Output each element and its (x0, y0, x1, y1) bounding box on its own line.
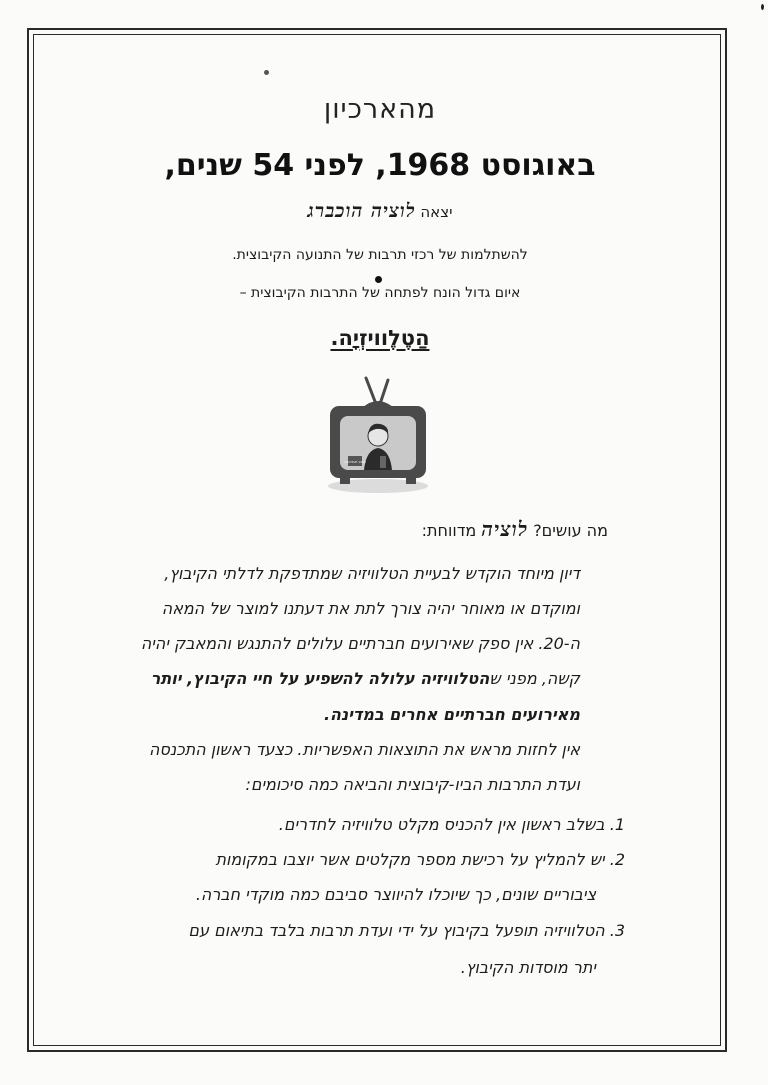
list-item-3-line-1: 3. הטלוויזיה תופעל בקיבוץ על ידי ועדת תרבות בלבד בתיאום עם (188, 921, 625, 940)
report-name: לוציה (481, 517, 529, 541)
television-icon (326, 376, 430, 494)
news-badge-text: ARCHIVE 1968 (344, 460, 366, 464)
tv-leg-left (340, 476, 350, 484)
author-prefix: יצאה (420, 203, 453, 221)
tv-antenna-right (380, 380, 388, 404)
body-line-3: ה-20. אין ספק שאירועים חברתיים עלולים להתנגש והמאבק יהיה (140, 634, 580, 653)
body-line-5: מאירועים חברתיים אחרים במדינה. (323, 705, 580, 724)
body-line-2: ומוקדם או מאוחר יהיה צורך לתת את דעתנו למוצר של המאה (161, 599, 580, 618)
headline: באוגוסט 1968, לפני 54 שנים, (164, 148, 596, 183)
purpose-line: להשתלמות של רכזי תרבות של התנועה הקיבוצית. (232, 247, 528, 263)
body-line-4-bold: הטלוויזיה עלולה להשפיע על חיי הקיבוץ, יותר (150, 669, 490, 688)
ink-dot (375, 276, 382, 283)
report-question: מה עושים? (533, 521, 608, 540)
list-item-2-line-2: ציבוריים שונים, כך שיוכלו להיווצר סביבם כמה מוקדי חברה. (195, 885, 596, 904)
tv-word: הַטֶלֶוויזְיָה. (330, 326, 430, 350)
microphone (380, 456, 386, 468)
scan-speck (761, 4, 764, 10)
scan-speck (264, 70, 269, 75)
archive-title: מהארכיון (323, 94, 437, 125)
author-line (60, 200, 700, 223)
list-item-1: 1. בשלב ראשון אין להכניס מקלט טלוויזיה לחדרים. (278, 815, 625, 834)
reporting-line (422, 517, 608, 542)
body-line-7: ועדת התרבות הביו-קיבוצית והביאה כמה סיכומים: (245, 775, 580, 794)
threat-line: איום גדול הונח לפתחה של התרבות הקיבוצית – (239, 285, 521, 301)
report-suffix: מדווחת: (421, 521, 477, 540)
list-item-3-line-2: יתר מוסדות הקיבוץ. (460, 958, 596, 977)
body-line-4 (151, 669, 580, 688)
body-line-1: דיון מיוחד הוקדש לבעיית הטלוויזיה שמתדפקת לדלתי הקיבוץ, (164, 564, 580, 583)
list-item-2-line-1: 2. יש להמליץ על רכישת מספר מקלטים אשר יוצבו במקומות (215, 850, 625, 869)
body-line-4-plain: קשה, מפני ש (489, 669, 580, 688)
tv-antenna-left (366, 378, 376, 404)
tv-leg-right (406, 476, 416, 484)
author-name: לוציה הוכברג (307, 200, 416, 222)
body-line-6: אין לחזות מראש את התוצאות האפשריות. כצעד ראשון התכנסה (148, 740, 580, 759)
